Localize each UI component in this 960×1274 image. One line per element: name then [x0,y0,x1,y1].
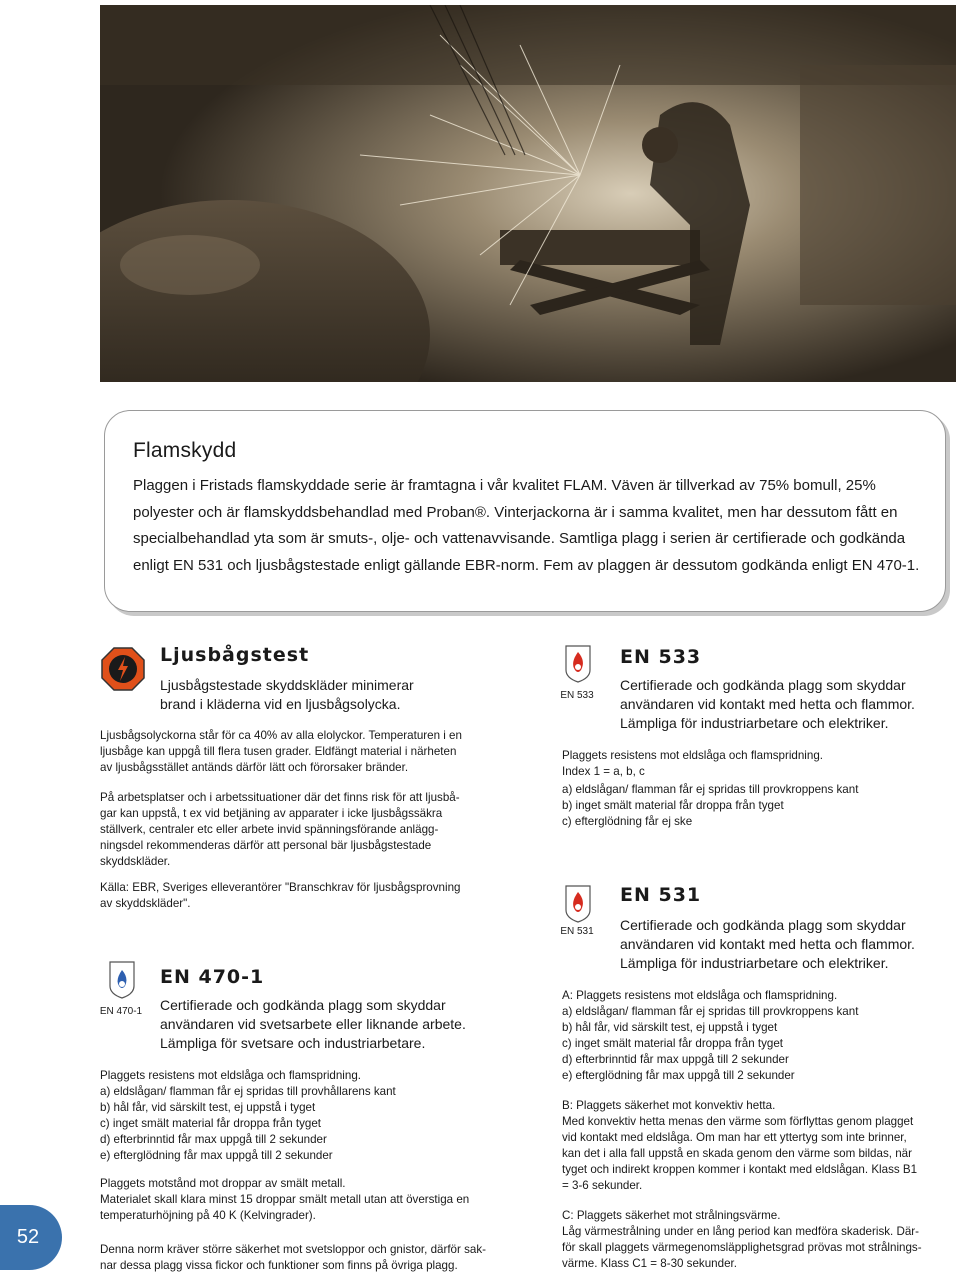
welding-photo [100,5,956,382]
en470-caption: EN 470-1 [99,1006,143,1017]
flamskydd-title: Flamskydd [133,439,237,462]
ljusbage-title: Ljusbågstest [160,644,310,666]
electric-hazard-icon [100,646,146,692]
flamskydd-body: Plaggen i Fristads flamskyddade serie är framtagna i vår kvalitet FLAM. Väven är tillverkad av 75% bomull, 25% polyester och är flamskyddsbehandlad med Proban®. Vinterjackorna är i samma kvalitet, men har dessutom fått en specialbehandlad yta som är smuts-, olje- och vattenavvisande. Samtliga plagg i serien är certifierade och godkända enligt EN 531 och ljusbågstestade enligt gällande EBR-norm. Fem av plaggen är dessutom godkända enligt EN 470-1. [133,477,920,574]
en470-lead: Certifierade och godkända plagg som skyddar användaren vid svetsarbete eller liknande arbete. Lämpliga för svetsare och industriarbetare. [160,997,466,1051]
en470-paragraph-3: Denna norm kräver större säkerhet mot svetsloppor och gnistor, därför sak- nar dessa plagg vissa fickor och funktioner som finns på övriga plagg. [100,1243,486,1272]
en533-flame-icon [564,644,592,684]
en531-lead: Certifierade och godkända plagg som skyddar användaren vid kontakt med hetta och flammor. Lämpliga för industriarbetare och elektriker. [620,917,915,971]
en531-flame-icon [564,884,592,924]
en531-title: EN 531 [620,884,702,906]
en470-flame-icon [108,960,136,1000]
en533-paragraph-1: Plaggets resistens mot eldslåga och flamspridning. Index 1 = a, b, c [562,749,823,778]
flamskydd-infobox [104,410,946,612]
ljusbage-source: Källa: EBR, Sveriges elleverantörer "Branschkrav för ljusbågsprovning av skyddskläder". [100,881,461,910]
en531-paragraph-b: B: Plaggets säkerhet mot konvektiv hetta. Med konvektiv hetta menas den värme som förflyttas genom plagget vid kontakt med eldslåga. Om man har ett yttertyg som inte brinner, kan det i alla fall uppstå en skada genom den värme som bildas, när tyget och indirekt kroppen kommer i kontakt med eldslågan. Klass B1 = 3-6 sekunder. [562,1099,918,1192]
en531-caption: EN 531 [560,926,594,937]
en470-paragraph-2: Plaggets motstånd mot droppar av smält metall. Materialet skall klara minst 15 droppar smält metall utan att överstiga en temperaturhöjning på 40 K (Kelvingrader). [100,1177,470,1222]
en470-title: EN 470-1 [160,966,265,988]
en533-lead: Certifierade och godkända plagg som skyddar användaren vid kontakt med hetta och flammor. Lämpliga för industriarbetare och elektriker. [620,677,915,731]
en533-title: EN 533 [620,646,702,668]
en533-paragraph-2: a) eldslågan/ flamman får ej spridas till provkroppens kant b) inget smält material får droppa från tyget c) efterglödning får ej ske [562,783,859,828]
ljusbage-paragraph-1: Ljusbågsolyckorna står för ca 40% av alla elolyckor. Temperaturen i en ljusbåge kan uppgå till flera tusen grader. Eldfängt material i närheten av ljusbågsstället antänds därför lätt och förorsaker bränder. [100,729,462,774]
page-number-tab: 52 [0,1205,62,1270]
en533-caption: EN 533 [560,690,594,701]
ljusbage-paragraph-2: På arbetsplatser och i arbetssituationer där det finns risk för att ljusbå- gar kan uppstå, t ex vid betjäning av apparater i icke ljusbågssäkra ställverk, centraler etc eller arbete invid spänningsförande anlägg- ningsdel rekommenderas därför att personal bär ljusbågstestade skyddskläder. [100,791,460,868]
en531-paragraph-c: C: Plaggets säkerhet mot strålningsvärme. Låg värmestrålning under en lång period kan medföra skaderisk. Där- för skall plaggets värmegenomsläpplighetsgrad prövas mot strålnings- värme. Klass C1 = 8-30 sekunder. [562,1209,922,1270]
ljusbage-lead: Ljusbågstestade skyddskläder minimerar brand i kläderna vid en ljusbågsolycka. [160,677,414,712]
en531-paragraph-a: A: Plaggets resistens mot eldslåga och flamspridning. a) eldslågan/ flamman får ej spridas till provkroppens kant b) hål får, vid särskilt test, ej uppstå i tyget c) inget smält material får droppa från tyget d) efterbrinntid får max uppgå till 2 sekunder e) efterglödning får max uppgå till 2 sekunder [562,989,859,1082]
en470-paragraph-1: Plaggets resistens mot eldslåga och flamspridning. a) eldslågan/ flamman får ej spridas till provhållarens kant b) hål får, vid särskilt test, ej uppstå i tyget c) inget smält material får droppa från tyget d) efterbrinntid får max uppgå till 2 sekunder e) efterglödning får max uppgå till 2 sekunder [100,1069,396,1162]
